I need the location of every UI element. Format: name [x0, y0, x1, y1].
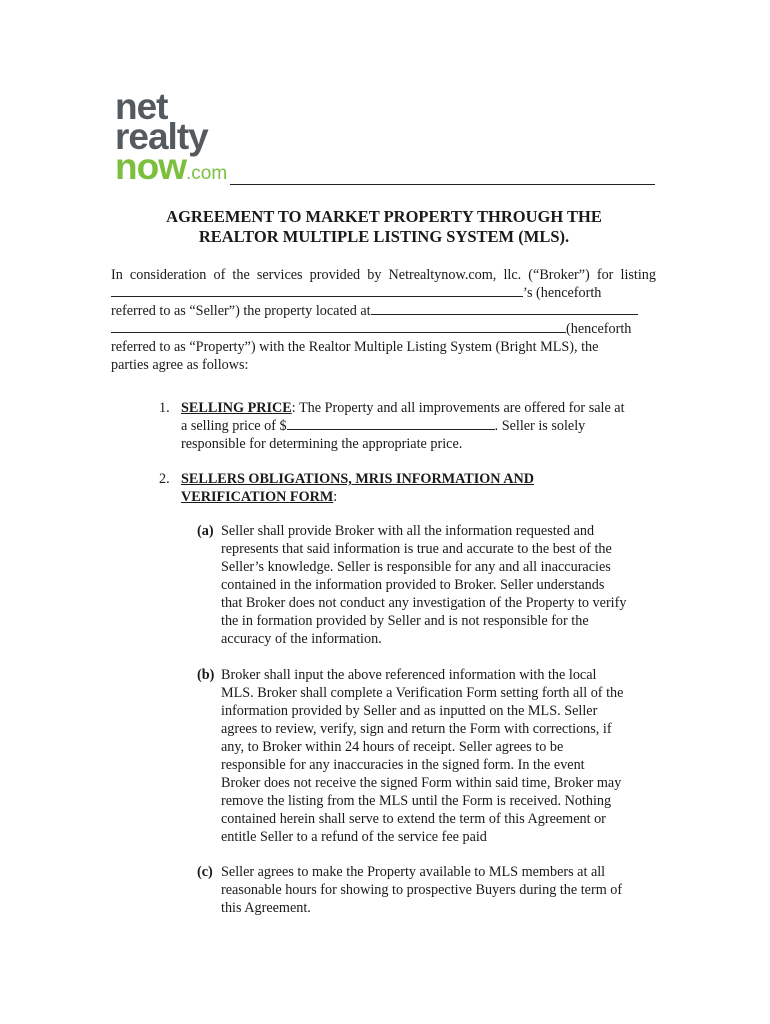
title-line-2: REALTOR MULTIPLE LISTING SYSTEM (MLS). [198, 227, 570, 246]
clause-text: Broker shall input the above referenced information with the local MLS. Broker shall complete a Verification Form setting forth all of the information provided by Seller and as inputted on the MLS. Seller agrees to review, verify, sign and return the Form with corrections, if any, to Broker within 24 hours of receipt. Seller agrees to be responsible for any inaccuracies in the signed form. In the event Broker does not receive the signed Form within said time, Broker may remove the listing from the MLS until the Form is received. Nothing contained herein shall serve to extend the term of this Agreement or entitle Seller to a refund of the service fee paid [221, 667, 624, 845]
clause-text: Seller shall provide Broker with all the information requested and represents that said information is true and accurate to the best of the Seller’s knowledge. Seller is responsible for any and all inaccuracies contained in the information provided to Broker. Seller understands that Broker does not conduct any investigation of the Property to verify the in formation provided by Seller and is not responsible for the accuracy of the information. [221, 523, 627, 647]
section-heading-line-1: SELLERS OBLIGATIONS, MRIS INFORMATION AND [181, 471, 535, 487]
intro-line-5: referred to as “Property”) with the Realtor Multiple Listing System (Bright MLS), the [111, 339, 599, 355]
clause-label: (c) [197, 864, 213, 880]
intro-paragraph [111, 266, 656, 374]
document-title [110, 207, 658, 247]
intro-line-4: (henceforth [111, 320, 656, 338]
header-rule [230, 184, 655, 185]
property-address-blank-2 [111, 320, 566, 333]
section-number: 1. [159, 400, 170, 416]
clause-b [197, 666, 657, 846]
section-heading: SELLING PRICE [181, 400, 292, 416]
clause-text: Seller agrees to make the Property available to MLS members at all reasonable hours for showing to prospective Buyers during the term of this Agreement. [221, 864, 623, 916]
intro-line-2: ’s (henceforth [111, 284, 656, 302]
title-line-1: AGREEMENT TO MARKET PROPERTY THROUGH THE [166, 207, 602, 226]
clause-label: (a) [197, 523, 214, 539]
property-address-blank [371, 302, 638, 315]
logo-line-net: net [115, 86, 168, 127]
company-logo [115, 86, 228, 189]
clause-a [197, 522, 657, 648]
clause-c [197, 863, 657, 917]
intro-line-1: In consideration of the services provided by Netrealtynow.com, llc. (“Broker”) for listing [111, 267, 656, 283]
clause-label: (b) [197, 667, 215, 683]
logo-line-realty: realty [115, 116, 208, 157]
broker-blank-line [111, 284, 523, 297]
intro-line-6: parties agree as follows: [111, 357, 249, 373]
section-number: 2. [159, 471, 170, 487]
section-heading-line-2: VERIFICATION FORM [181, 489, 334, 505]
intro-line-3: referred to as “Seller”) the property located at [111, 302, 656, 320]
selling-price-blank [287, 417, 495, 430]
logo-line-now: now.com [115, 146, 228, 187]
